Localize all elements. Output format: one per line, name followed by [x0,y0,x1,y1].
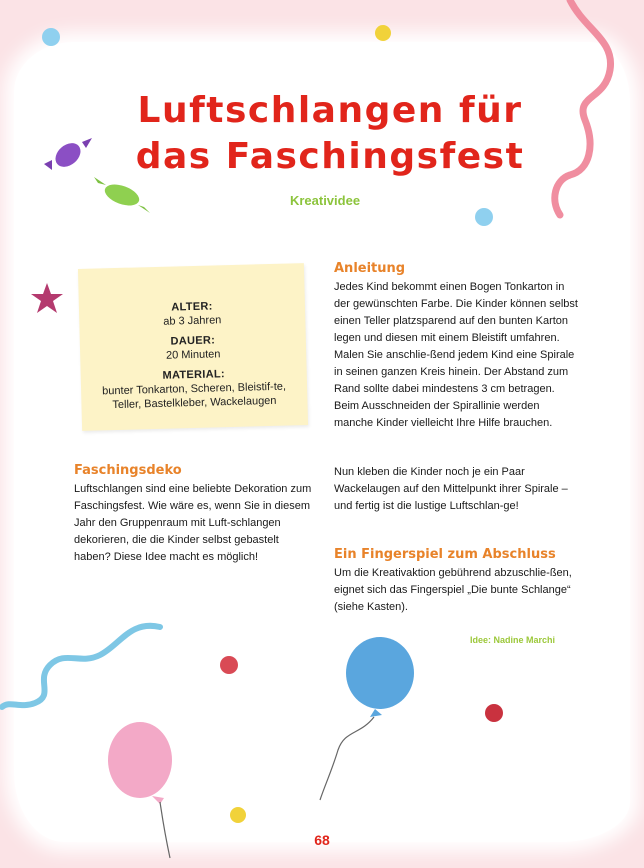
idea-credit: Idee: Nadine Marchi [470,635,556,645]
blue-balloon-icon [300,635,430,805]
anleitung-paragraph-2: Nun kleben die Kinder noch je ein Paar Wackelaugen auf den Mittelpunkt ihrer Spirale – und fertig ist die lustige Luftschlan-ge! [334,466,568,512]
info-box [78,263,308,431]
green-candy-icon [92,175,152,215]
age-value: ab 3 Jahren [163,314,222,328]
confetti-dot [42,28,60,46]
faschingsdeko-text: Luftschlangen sind eine beliebte Dekoration zum Faschingsfest. Wie wäre es, wenn Sie in diesem Jahr den Gruppenraum mit Luft-schlangen dekorieren, die die Kinder selbst gebastelt haben? Diese Idee macht es möglich! [74,483,312,563]
page-title [100,88,560,180]
confetti-dot [375,25,391,41]
star-icon [30,282,64,314]
title-line-1: Luftschlangen für [137,90,523,131]
confetti-dot [475,208,493,226]
page-number: 68 [314,832,330,848]
confetti-dot [485,704,503,722]
duration-label: DAUER: [170,334,216,348]
confetti-dot [220,656,238,674]
anleitung-heading: Anleitung [334,261,406,276]
fingerspiel-text: Um die Kreativaktion gebührend abzuschlie-ßen, eignet sich das Fingerspiel „Die bunte Schlange“ (siehe Kasten). [334,567,572,613]
fingerspiel-heading: Ein Fingerspiel zum Abschluss [334,547,556,562]
material-label: MATERIAL: [162,368,226,382]
confetti-dot [230,807,246,823]
faschingsdeko-heading: Faschingsdeko [74,463,182,478]
anleitung-paragraph-1: Jedes Kind bekommt einen Bogen Tonkarton in der gewünschten Farbe. Die Kinder können selbst einen Teller platzsparend auf den bunten Karton legen und diesen mit einem Bleistift umfahren. Malen Sie anschlie-ßend jedem Kind eine Spirale in seinen ganzen Kreis hinein. Der Abstand zum Rand sollte dabei mindestens 3 cm betragen. Beim Ausschneiden der Spirallinie werden manche Kinder vielleicht Ihre Hilfe brauchen. [334,281,578,429]
purple-candy-icon [42,130,94,182]
kicker-label: Kreatividee [289,193,361,208]
pink-balloon-icon [100,720,190,860]
duration-value: 20 Minuten [165,348,221,362]
blue-streamer-icon [0,615,170,725]
material-value: bunter Tonkarton, Scheren, Bleistif-te, Teller, Bastelkleber, Wackelaugen [102,380,287,412]
title-line-2: das Faschingsfest [135,136,525,177]
age-label: ALTER: [171,300,213,314]
